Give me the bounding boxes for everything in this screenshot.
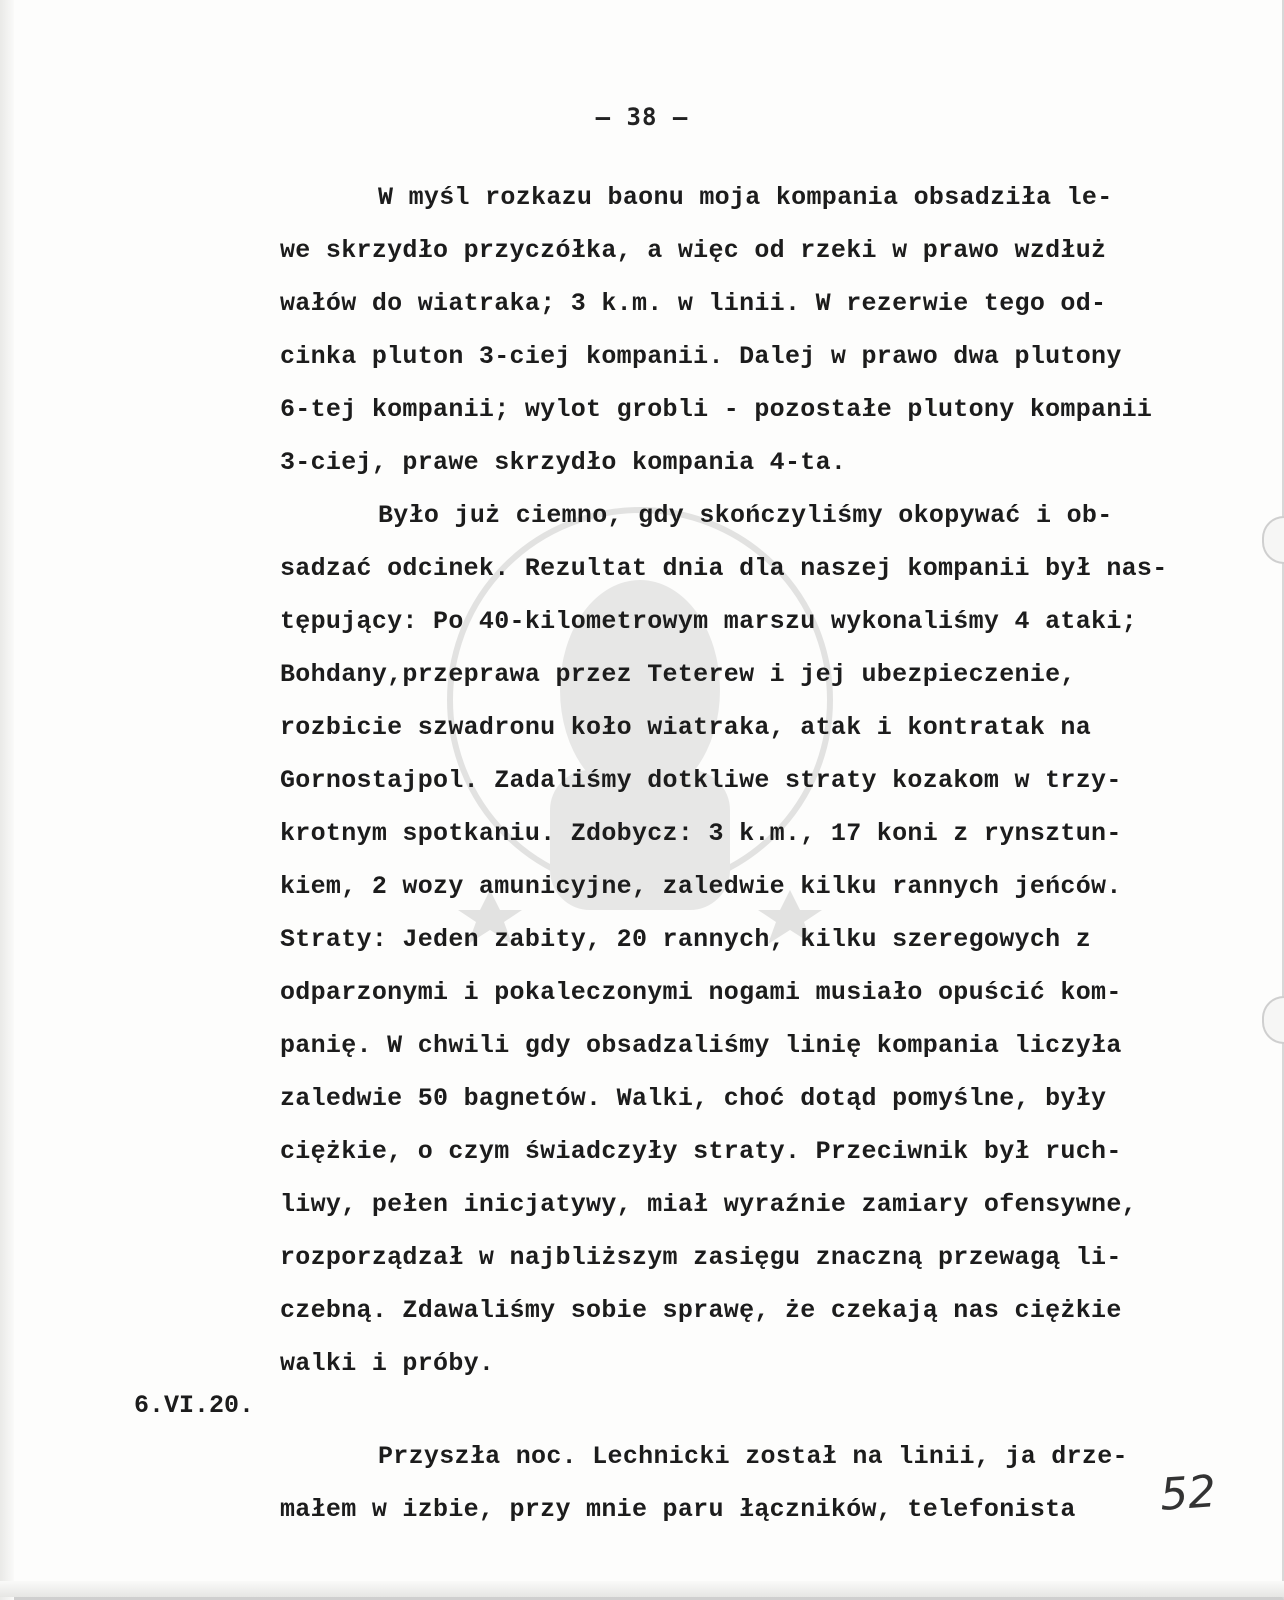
text-line: sadzać odcinek. Rezultat dnia dla naszej kompanii był nas- [280,554,1168,583]
text-line: 3-ciej, prawe skrzydło kompania 4-ta. [280,448,847,477]
text-line: we skrzydło przyczółka, a więc od rzeki w prawo wzdłuż [280,236,1107,265]
punch-hole-top [1262,516,1284,564]
text-line: rozbicie szwadronu koło wiatraka, atak i kontratak na [280,713,1092,742]
page-shadow-bottom [0,1581,1284,1597]
text-line: ciężkie, o czym świadczyły straty. Przeciwnik był ruch- [280,1137,1122,1166]
text-line: małem w izbie, przy mnie paru łączników, telefonista [280,1495,1076,1524]
text-line: kiem, 2 wozy amunicyjne, zaledwie kilku rannych jeńców. [280,872,1122,901]
text-line: walki i próby. [280,1349,495,1378]
text-line: krotnym spotkaniu. Zdobycz: 3 k.m., 17 koni z rynsztun- [280,819,1122,848]
text-line: cinka pluton 3-ciej kompanii. Dalej w prawo dwa plutony [280,342,1122,371]
text-line: panię. W chwili gdy obsadzaliśmy linię kompania liczyła [280,1031,1122,1060]
text-line: Bohdany,przeprawa przez Teterew i jej ubezpieczenie, [280,660,1076,689]
text-line: Przyszła noc. Lechnicki został na linii, ja drze- [378,1442,1128,1471]
text-line: zaledwie 50 bagnetów. Walki, choć dotąd pomyślne, były [280,1084,1107,1113]
page-shadow-left [0,0,14,1600]
text-line: Straty: Jeden zabity, 20 rannych, kilku szeregowych z [280,925,1092,954]
text-line: czebną. Zdawaliśmy sobie sprawę, że czekają nas ciężkie [280,1296,1122,1325]
text-line: Gornostajpol. Zadaliśmy dotkliwe straty kozakom w trzy- [280,766,1122,795]
text-line: tępujący: Po 40-kilometrowym marszu wykonaliśmy 4 ataki; [280,607,1137,636]
punch-hole-bottom [1262,996,1284,1044]
text-line: odparzonymi i pokaleczonymi nogami musiało opuścić kom- [280,978,1122,1007]
text-line: rozporządzał w najbliższym zasięgu znaczną przewagą li- [280,1243,1122,1272]
text-line: liwy, pełen inicjatywy, miał wyraźnie zamiary ofensywne, [280,1190,1137,1219]
text-line: Było już ciemno, gdy skończyliśmy okopywać i ob- [378,501,1113,530]
page-number: – 38 – [595,103,689,131]
text-line: 6-tej kompanii; wylot grobli - pozostałe plutony kompanii [280,395,1153,424]
text-line: wałów do wiatraka; 3 k.m. w linii. W rezerwie tego od- [280,289,1107,318]
entry-date: 6.VI.20. [134,1391,255,1420]
handwritten-page-number: 52 [1158,1466,1218,1521]
text-line: W myśl rozkazu baonu moja kompania obsadziła le- [378,183,1113,212]
